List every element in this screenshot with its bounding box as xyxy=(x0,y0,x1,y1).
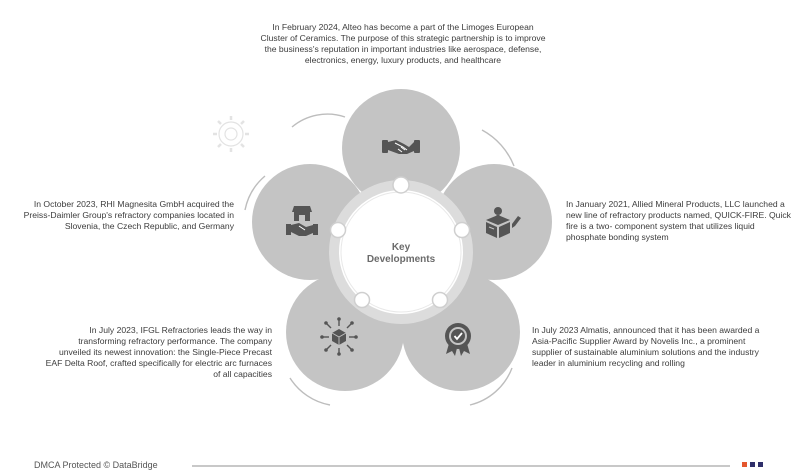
development-text-right: In January 2021, Allied Mineral Products, LLC launched a new line of refractory products named, QUICK-FIRE. Quick fire is a two- component system that utilizes liquid phosphate bonding system xyxy=(566,199,791,242)
center-label-line1: Key xyxy=(391,242,411,253)
footer-copyright: DMCA Protected © DataBridge xyxy=(34,460,158,470)
expand-product-icon xyxy=(320,317,358,356)
brand-dot-navy-2 xyxy=(758,462,763,467)
footer-brand-dots xyxy=(742,462,763,467)
brand-dot-orange xyxy=(742,462,747,467)
footer-divider xyxy=(192,465,730,467)
development-text-bottom-left: In July 2023, IFGL Refractories leads the way in transforming refractory performance. The company unveiled its newest innovation: the Single-Piece Precast EAF Delta Roof, crafted specifically for electric arc furnaces of all capacities xyxy=(45,325,272,379)
brand-dot-navy xyxy=(750,462,755,467)
gear-watermark-icon xyxy=(213,116,249,152)
center-label-line2: Developments xyxy=(366,254,436,265)
development-text-top: In February 2024, Alteo has become a part of the Limoges European Cluster of Ceramics. The purpose of this strategic partnership is to improve the business's reputation in important industries like aerospace, defense, electronics, energy, luxury products, and healthcare xyxy=(260,22,546,65)
development-text-left: In October 2023, RHI Magnesita GmbH acquired the Preiss-Daimler Group's refractory companies located in Slovenia, the Czech Republic, and Germany xyxy=(23,199,234,231)
development-text-bottom-right: In July 2023 Almatis, announced that it has been awarded a Asia-Pacific Supplier Award by Novelis Inc., a prominent supplier of sustainable aluminium solutions and the industry leader in aluminium recycling and rolling xyxy=(532,325,760,368)
